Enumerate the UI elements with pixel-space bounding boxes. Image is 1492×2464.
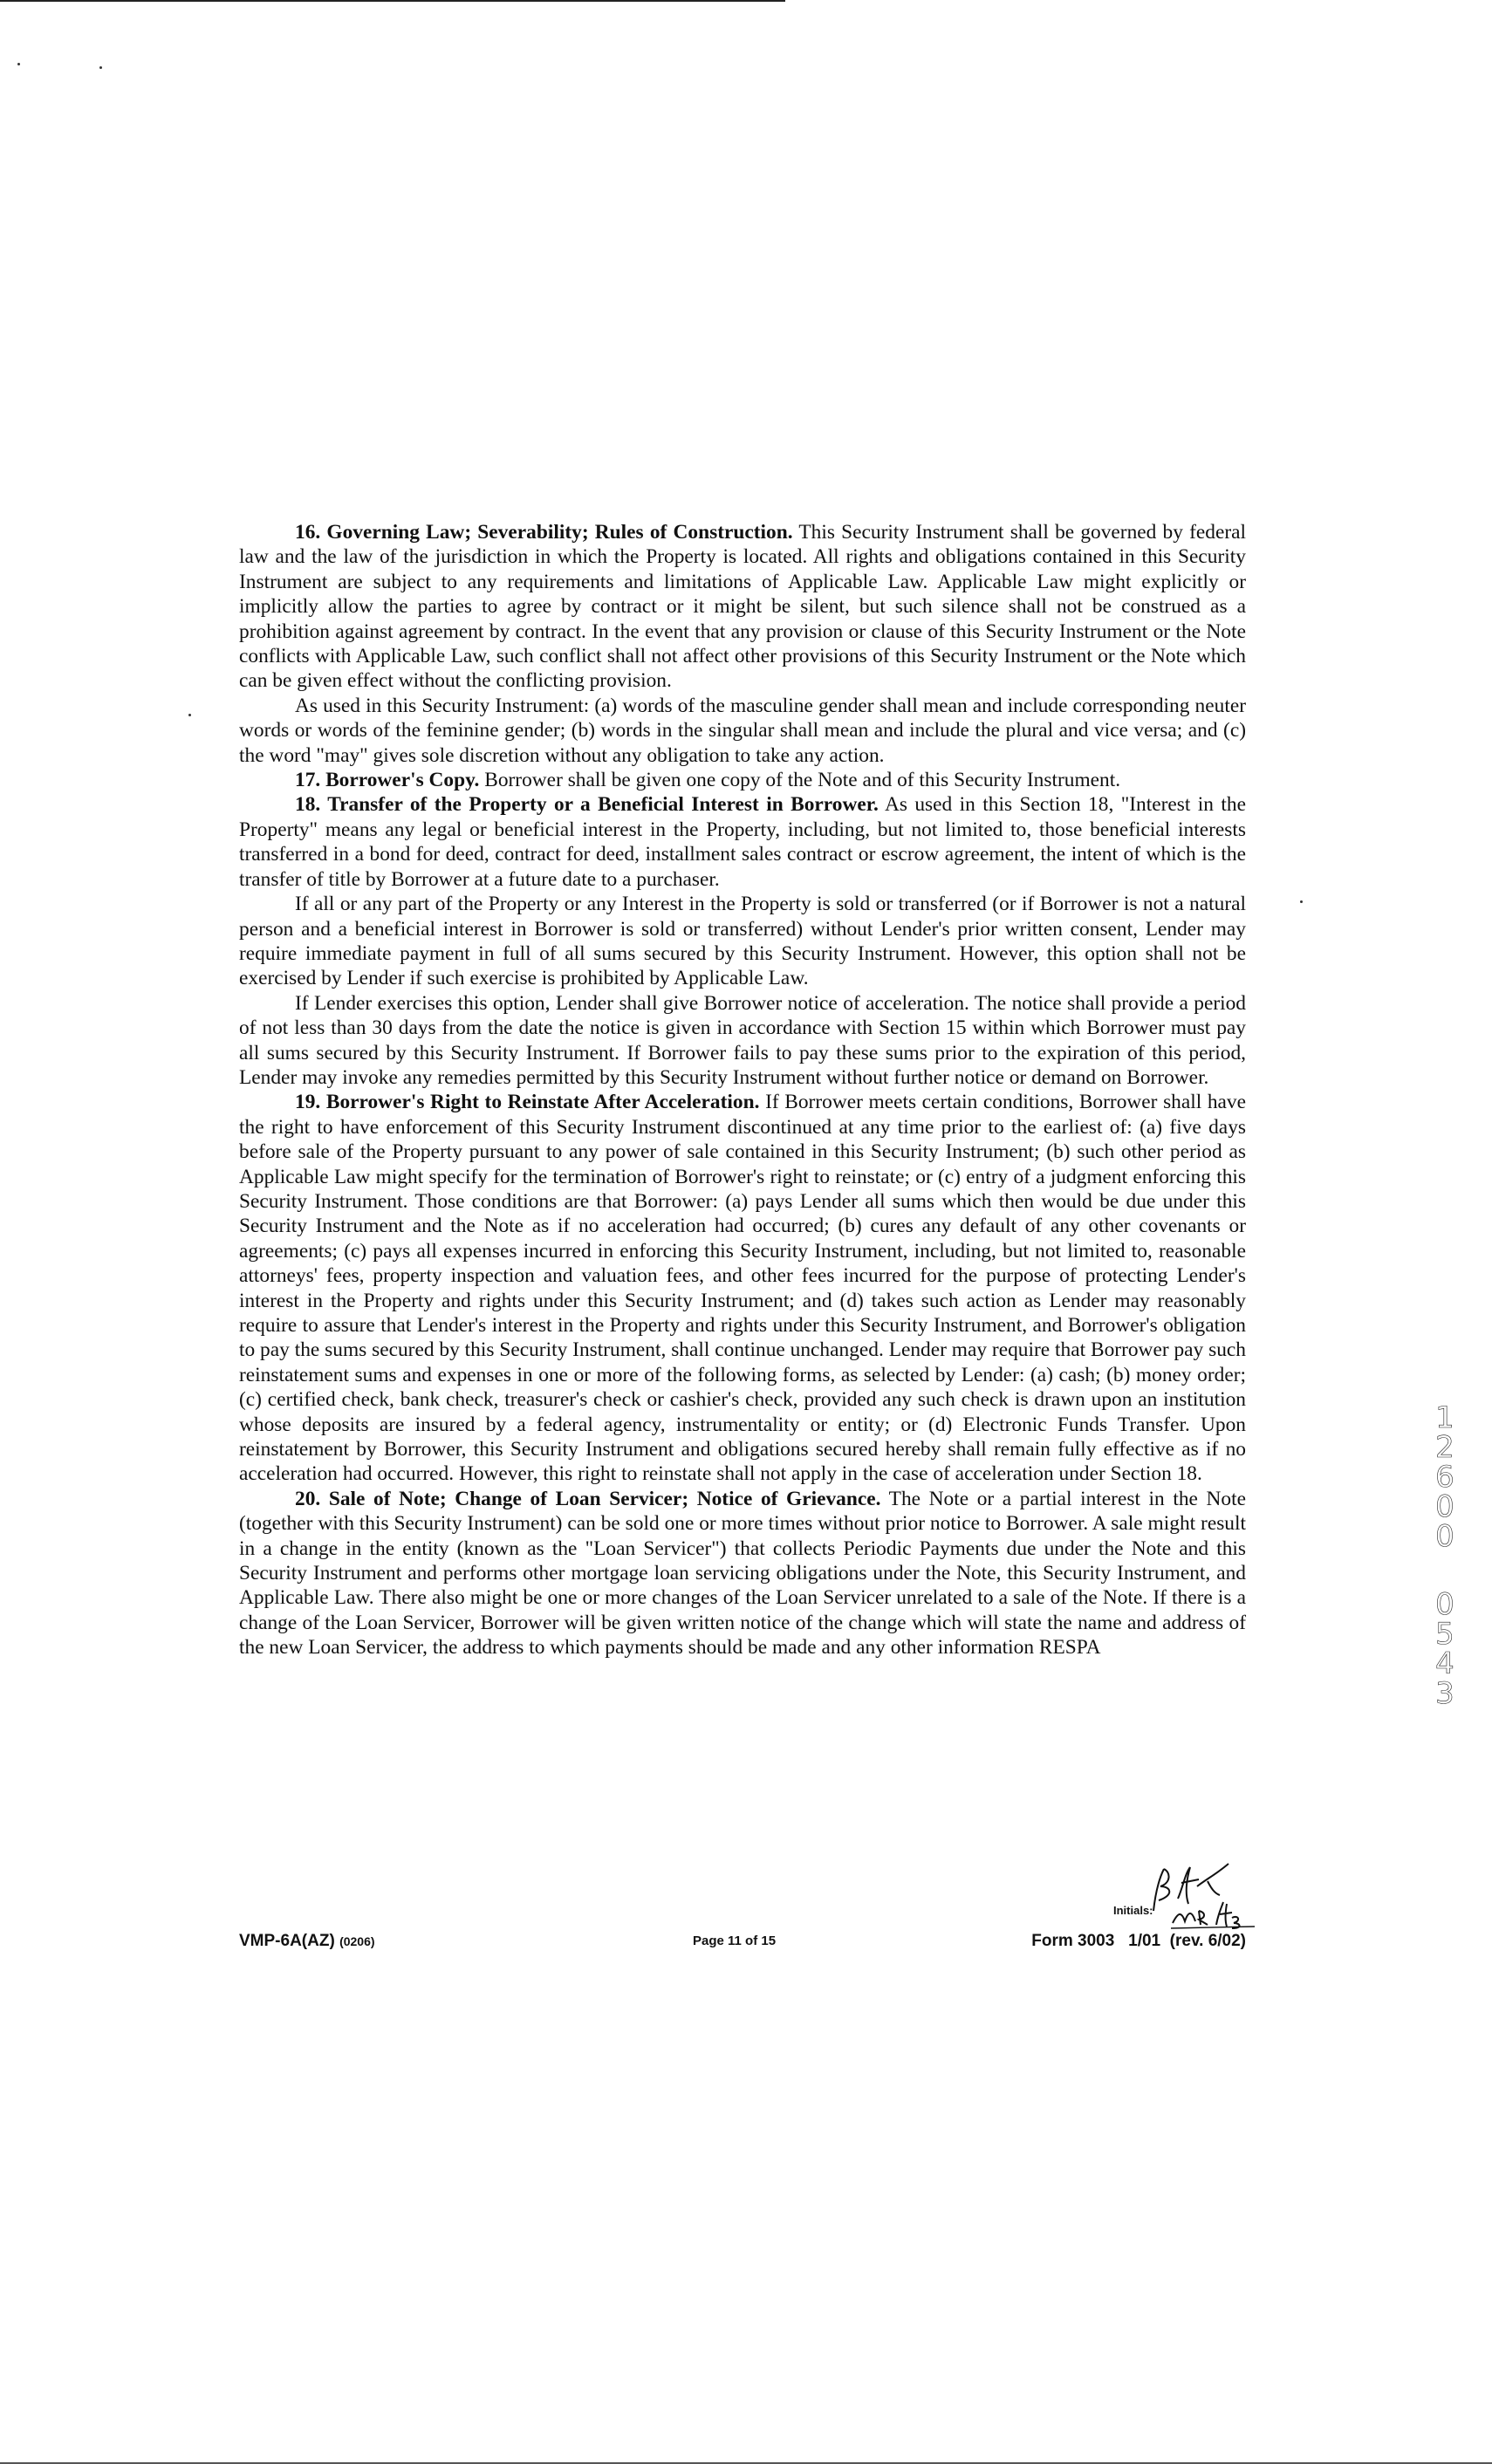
paragraph-text: If Borrower meets certain conditions, Borrower shall have the right to have enforcement of this Security Instrument discontinued at any time prior to the earliest of: (a) five days before sale of the Property pursuant to any power of sale contained in this Security Instrument; (b) such other period as Applicable Law might specify for the termination of Borrower's right to reinstate; or (c) entry of a judgment enforcing this Security Instrument. Those conditions are that Borrower: (a) pays Lender all sums which then would be due under this Security Instrument and the Note as if no acceleration had occurred; (b) cures any default of any other covenants or agreements; (c) pays all expenses incurred in enforcing this Security Instrument, including, but not limited to, reasonable attorneys' fees, property inspection and valuation fees, and other fees incurred for the purpose of protecting Lender's interest in the Property and rights under this Security Instrument; and (d) takes such action as Lender may reasonably require to assure that Lender's interest in the Property and rights under this Security Instrument, and Borrower's obligation to pay the sums secured by this Security Instrument, shall continue unchanged. Lender may require that Borrower pay such reinstatement sums and expenses in one or more of the following forms, as selected by Lender: (a) cash; (b) money order; (c) certified check, bank check, treasurer's check or cashier's check, provided any such check is drawn upon an institution whose deposits are insured by a federal agency, instrumentality or entity; or (d) Electronic Funds Transfer. Upon reinstatement by Borrower, this Security Instrument and obligations secured hereby shall remain fully effective as if no acceleration had occurred. However, this right to reinstate shall not apply in the case of acceleration under Section 18. [239,1091,1247,1486]
stamp-digit: 0 [1435,1519,1454,1554]
paragraph-text: The Note or a partial interest in the Note (together with this Security Instrument) can be sold one or more times without prior notice to Borrower. A sale might result in a change in the entity (known as the "Loan Servicer") that collects Periodic Payments due under the Note and this Security Instrument and performs other mortgage loan servicing obligations under the Note, this Security Instrument, and Applicable Law. There also might be one or more changes of the Loan Servicer unrelated to a sale of the Note. If there is a change of the Loan Servicer, Borrower will be given written notice of the change which will state the name and address of the new Loan Servicer, the address to which payments should be made and any other information RESPA [239,1487,1246,1660]
paragraph-19 [239,1090,1246,1487]
form-code-text: VMP-6A(AZ) [239,1932,335,1950]
stamp-digit: 2 [1435,1430,1454,1465]
page-footer [239,1932,1246,1958]
paragraph-16 [239,520,1246,694]
section-heading: 17. Borrower's Copy. [295,769,480,792]
stamp-digit: 4 [1435,1646,1454,1681]
handwritten-initials-icon [1145,1860,1258,1930]
section-heading: 20. Sale of Note; Change of Loan Servicer; Notice of Grievance. [295,1487,881,1510]
section-heading: 18. Transfer of the Property or a Beneficial Interest in Borrower. [295,793,879,817]
recording-number-stamp [1427,1400,1462,1711]
paragraph-20 [239,1487,1246,1660]
section-heading: 19. Borrower's Right to Reinstate After Acceleration. [295,1091,760,1114]
scan-speck [1300,900,1303,903]
paragraph-text: If Lender exercises this option, Lender shall give Borrower notice of acceleration. The notice shall provide a period of not less than 30 days from the date the notice is given in accordance with Section 15 within which Borrower must pay all sums secured by this Security Instrument. If Borrower fails to pay these sums prior to the expiration of this period, Lender may invoke any remedies permitted by this Security Instrument without further notice or demand on Borrower. [239,991,1246,1089]
stamp-digit: 5 [1435,1617,1454,1652]
stamp-digit: 1 [1435,1400,1454,1435]
paragraph-18-transfer [239,892,1246,991]
document-body [239,520,1246,1660]
stamp-digit: 6 [1435,1460,1454,1495]
section-heading: 16. Governing Law; Severability; Rules of Construction. [295,521,793,544]
paragraph-text: This Security Instrument shall be governed by federal law and the law of the jurisdiction in which the Property is located. All rights and obligations contained in this Security Instrument are subject to any requirements and limitations of Applicable Law. Applicable Law might explicitly or implicitly allow the parties to agree by contract or it might be silent, but such silence shall not be construed as a prohibition against agreement by contract. In the event that any provision or clause of this Security Instrument or the Note conflicts with Applicable Law, such conflict shall not affect other provisions of this Security Instrument or the Note which can be given effect without the conflicting provision. [239,521,1247,693]
paragraph-text: If all or any part of the Property or any Interest in the Property is sold or transferred (or if Borrower is not a natural person and a beneficial interest in Borrower is sold or transferred) without Lender's prior written consent, Lender may require immediate payment in full of all sums secured by this Security Instrument. However, this option shall not be exercised by Lender if such exercise is prohibited by Applicable Law. [239,893,1246,990]
stamp-digit: 0 [1435,1489,1454,1524]
top-scan-edge [0,0,785,2]
paragraph-text: Borrower shall be given one copy of the Note and of this Security Instrument. [479,769,1121,792]
stamp-digit: 3 [1435,1676,1454,1711]
scan-speck [99,66,102,69]
stamp-digit: 0 [1435,1587,1454,1622]
paragraph-text: As used in this Security Instrument: (a) words of the masculine gender shall mean and include corresponding neuter words or words of the feminine gender; (b) words in the singular shall mean and include the plural and vice versa; and (c) the word "may" gives sole discretion without any obligation to take any action. [239,694,1246,767]
stamp-digits-first [1427,1400,1462,1554]
initials-block [1113,1860,1262,1930]
paragraph-18-acceleration [239,991,1246,1091]
page-number: Page 11 of 15 [693,1934,777,1948]
stamp-digits-second [1427,1587,1462,1711]
scan-speck [188,714,191,716]
form-code-suffix: (0206) [339,1934,375,1948]
paragraph-16-definitions [239,694,1246,768]
paragraph-18 [239,792,1246,892]
paragraph-17 [239,768,1246,792]
form-number: Form 3003 1/01 (rev. 6/02) [1031,1932,1246,1950]
initials-label: Initials: [1113,1904,1153,1917]
scan-speck [17,63,20,65]
form-code [239,1932,375,1951]
paragraph-text: As used in this Section 18, "Interest in the Property" means any legal or beneficial interest in the Property, including, but not limited to, those beneficial interests transferred in a bond for deed, contract for deed, installment sales contract or escrow agreement, the intent of which is the transfer of title by Borrower at a future date to a purchaser. [239,793,1246,891]
